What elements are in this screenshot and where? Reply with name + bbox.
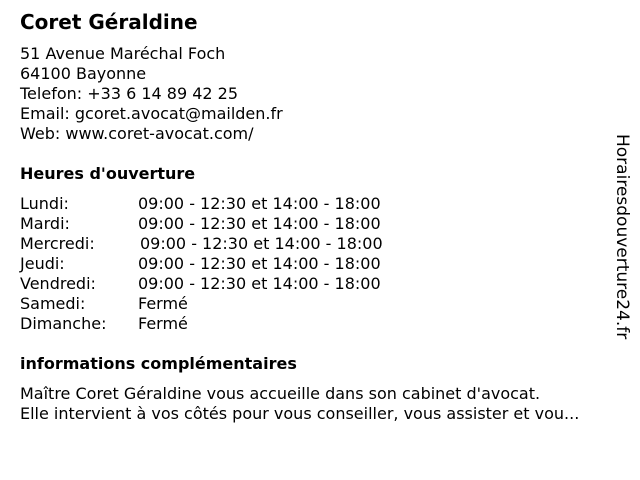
time-value: 09:00 - 12:30 et 14:00 - 18:00: [138, 274, 381, 293]
email-line: Email: gcoret.avocat@mailden.fr: [20, 104, 283, 123]
info-line: Elle intervient à vos côtés pour vous conseiller, vous assister et vou...: [20, 404, 580, 423]
time-value: 09:00 - 12:30 et 14:00 - 18:00: [138, 214, 381, 233]
address-block: [20, 44, 283, 144]
phone-line: Telefon: +33 6 14 89 42 25: [20, 84, 239, 103]
opening-hours-heading: Heures d'ouverture: [20, 164, 196, 183]
city-line: 64100 Bayonne: [20, 64, 147, 83]
time-value: 09:00 - 12:30 et 14:00 - 18:00: [138, 254, 381, 273]
additional-info-heading: informations complémentaires: [20, 354, 297, 373]
day-label: Mercredi:: [20, 234, 95, 253]
street-line: 51 Avenue Maréchal Foch: [20, 44, 226, 63]
time-value: 09:00 - 12:30 et 14:00 - 18:00: [140, 234, 383, 253]
day-label: Vendredi:: [20, 274, 96, 293]
day-label: Mardi:: [20, 214, 70, 233]
additional-info-text: [20, 384, 579, 424]
day-label: Lundi:: [20, 194, 69, 213]
day-label: Jeudi:: [20, 254, 65, 273]
website-line: Web: www.coret-avocat.com/: [20, 124, 254, 143]
day-label: Samedi:: [20, 294, 86, 313]
day-label: Dimanche:: [20, 314, 107, 333]
site-brand-vertical: Horairesdouverture24.fr: [612, 134, 632, 340]
info-line: Maître Coret Géraldine vous accueille dans son cabinet d'avocat.: [20, 384, 541, 403]
time-value: 09:00 - 12:30 et 14:00 - 18:00: [138, 194, 381, 213]
time-value: Fermé: [138, 294, 188, 313]
business-name: Coret Géraldine: [20, 10, 198, 34]
time-value: Fermé: [138, 314, 188, 333]
